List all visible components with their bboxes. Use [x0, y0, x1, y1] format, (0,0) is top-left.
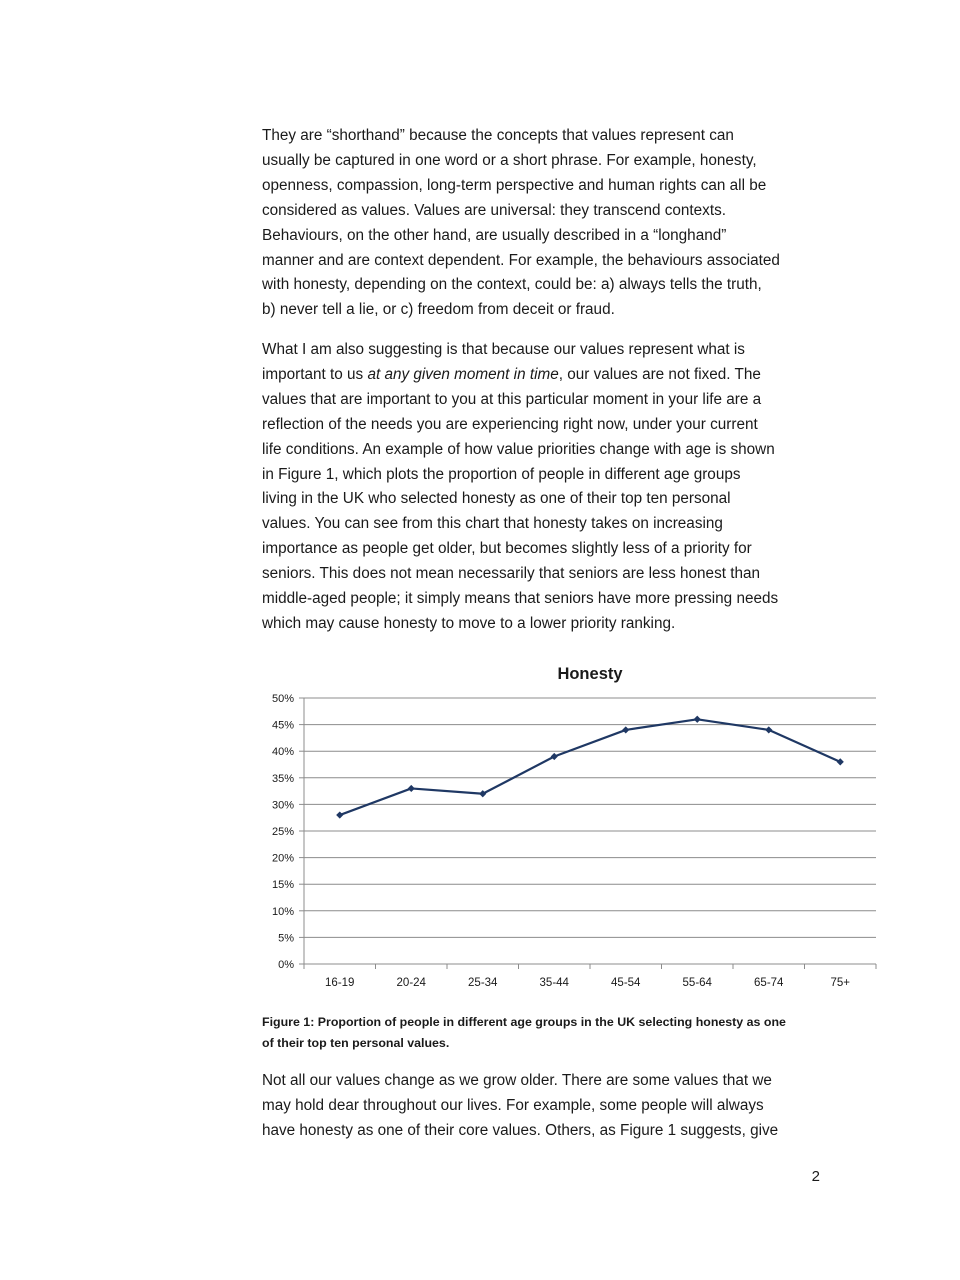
- text-run: have honesty as one of their core values. Others, as Figure 1 suggests, give: [262, 1121, 779, 1139]
- text-line: [262, 363, 822, 388]
- text-run: considered as values. Values are universal: they transcend contexts.: [262, 201, 726, 219]
- text-line: [262, 124, 822, 149]
- text-line: [262, 438, 822, 463]
- data-point: [765, 726, 772, 733]
- paragraph-3: [262, 1069, 822, 1144]
- text-run: openness, compassion, long-term perspective and human rights can all be: [262, 176, 767, 194]
- text-run: Not all our values change as we grow older. There are some values that we: [262, 1072, 772, 1089]
- text-line: [262, 562, 822, 587]
- text-line: [262, 1119, 822, 1144]
- text-line: [262, 298, 822, 323]
- text-line: [262, 537, 822, 562]
- paragraph-2: [262, 338, 822, 637]
- text-run: which may cause honesty to move to a lower priority ranking.: [262, 614, 676, 632]
- text-run: values that are important to you at this particular moment in your life are a: [262, 390, 762, 408]
- text-line: [262, 487, 822, 512]
- text-line: [262, 199, 822, 224]
- series-line: [340, 719, 841, 815]
- text-line: [262, 149, 822, 174]
- text-run: seniors. This does not mean necessarily that seniors are less honest than: [262, 565, 760, 583]
- y-tick-label: 0%: [278, 959, 294, 971]
- text-line: [262, 338, 822, 363]
- caption-line: of their top ten personal values.: [262, 1036, 450, 1050]
- text-run: importance as people get older, but becomes slightly less of a priority for: [262, 540, 752, 558]
- text-run: manner and are context dependent. For example, the behaviours associated: [262, 251, 780, 269]
- text-run: important to us: [262, 365, 368, 383]
- text-run: b) never tell a lie, or c) freedom from deceit or fraud.: [262, 301, 615, 319]
- text-run: Behaviours, on the other hand, are usually described in a “longhand”: [262, 226, 727, 244]
- text-line: [262, 249, 822, 274]
- page-number: 2: [811, 1168, 820, 1185]
- text-run: values. You can see from this chart that honesty takes on increasing: [262, 515, 723, 533]
- text-run: life conditions. An example of how value priorities change with age is shown: [262, 440, 775, 458]
- text-line: [262, 1094, 822, 1119]
- honesty-chart: [262, 655, 882, 990]
- chart-svg: [262, 655, 882, 990]
- data-point: [336, 811, 343, 818]
- data-point: [622, 726, 629, 733]
- text-run: They are “shorthand” because the concepts that values represent can: [262, 127, 734, 144]
- italic-text: at any given moment in time: [367, 365, 559, 383]
- text-line: [262, 612, 822, 637]
- x-tick-label: 45-54: [611, 977, 641, 989]
- text-line: [262, 174, 822, 199]
- text-run: with honesty, depending on the context, could be: a) always tells the truth,: [262, 276, 762, 294]
- text-line: [262, 388, 822, 413]
- text-run: middle-aged people; it simply means that seniors have more pressing needs: [262, 590, 779, 608]
- text-run: What I am also suggesting is that because our values represent what is: [262, 341, 745, 358]
- caption-line: Figure 1: Proportion of people in different age groups in the UK selecting honesty as one: [262, 1015, 786, 1029]
- text-run: reflection of the needs you are experiencing right now, under your current: [262, 415, 758, 433]
- y-tick-label: 5%: [278, 932, 294, 945]
- data-point: [408, 785, 415, 792]
- text-run: in Figure 1, which plots the proportion of people in different age groups: [262, 465, 741, 483]
- text-line: [262, 1069, 822, 1094]
- text-line: [262, 463, 822, 488]
- chart-title: Honesty: [557, 665, 623, 683]
- x-tick-label: 20-24: [396, 977, 426, 989]
- x-tick-label: 75+: [830, 977, 851, 989]
- data-point: [837, 758, 844, 765]
- x-tick-label: 25-34: [468, 977, 498, 989]
- text-run: living in the UK who selected honesty as one of their top ten personal: [262, 490, 731, 508]
- x-tick-label: 35-44: [539, 977, 569, 989]
- x-tick-label: 65-74: [754, 977, 784, 989]
- x-tick-label: 16-19: [325, 977, 355, 989]
- y-tick-label: 45%: [271, 719, 294, 732]
- text-run: may hold dear throughout our lives. For example, some people will always: [262, 1096, 764, 1114]
- y-tick-label: 30%: [271, 799, 294, 812]
- x-tick-label: 55-64: [682, 977, 712, 989]
- y-tick-label: 10%: [271, 905, 294, 918]
- paragraph-1: [262, 124, 822, 323]
- y-tick-label: 50%: [271, 693, 294, 705]
- text-run: usually be captured in one word or a short phrase. For example, honesty,: [262, 151, 757, 169]
- text-line: [262, 413, 822, 438]
- y-tick-label: 15%: [271, 879, 294, 892]
- text-line: [262, 273, 822, 298]
- text-line: [262, 224, 822, 249]
- y-tick-label: 20%: [271, 852, 294, 865]
- data-point: [694, 716, 701, 723]
- y-tick-label: 35%: [271, 772, 294, 785]
- figure-caption: [262, 1012, 822, 1054]
- y-tick-label: 40%: [271, 746, 294, 759]
- y-tick-label: 25%: [271, 826, 294, 838]
- text-run: , our values are not fixed. The: [558, 365, 761, 383]
- text-line: [262, 587, 822, 612]
- text-line: [262, 512, 822, 537]
